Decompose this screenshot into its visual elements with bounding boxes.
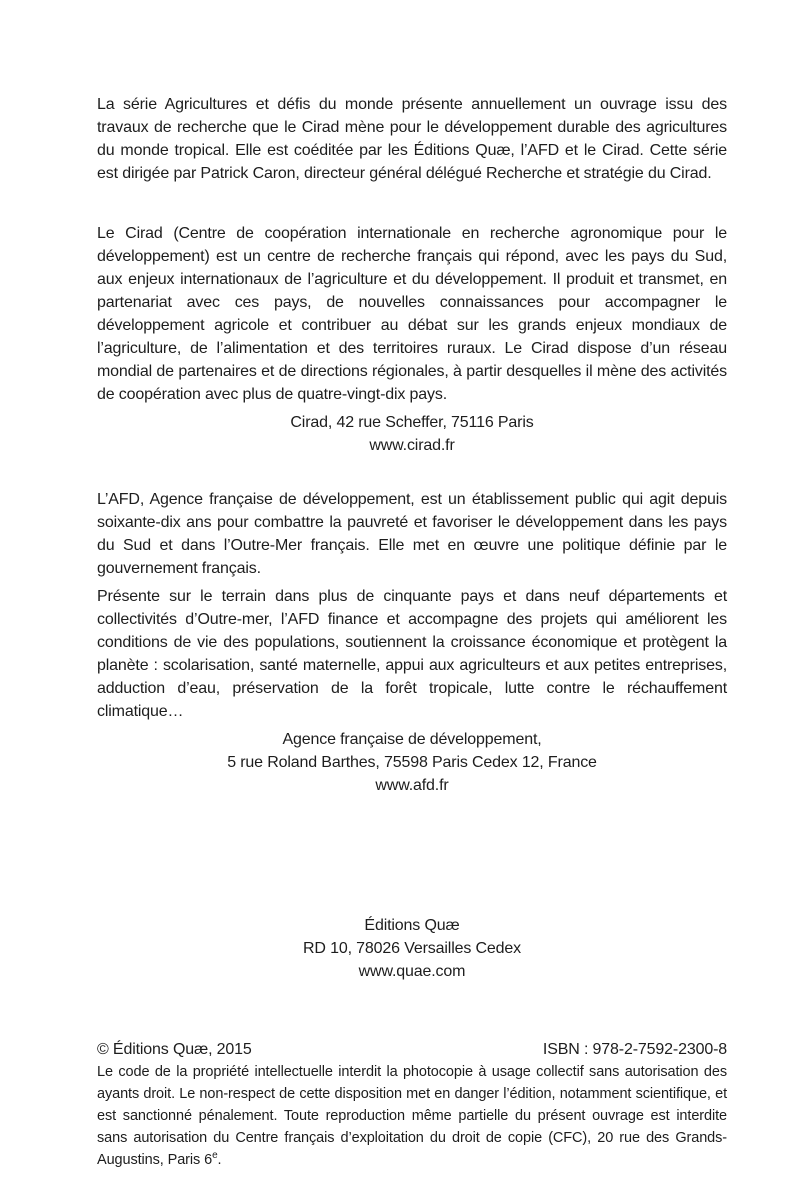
cirad-address-block: [97, 411, 727, 457]
quae-address-block: [97, 914, 727, 983]
quae-address: RD 10, 78026 Versailles Cedex: [302, 940, 521, 957]
legal-notice-text: Le code de la propriété intellectuelle interdit la photocopie à usage collectif sans autorisation des ayants droit. Le non-respect de cette disposition met en danger l’édition, notamment scientifique, et est sanctionné pénalement. Toute reproduction même partielle du présent ouvrage est interdite sans autorisation du Centre français d’exploitation du droit de copie (CFC), 20 rue des Grands-Augustins, Paris 6: [97, 1064, 727, 1168]
afd-website: www.afd.fr: [375, 777, 449, 794]
legal-notice-period: .: [217, 1152, 222, 1168]
legal-notice-superscript: e: [212, 1150, 218, 1162]
cirad-address: Cirad, 42 rue Scheffer, 75116 Paris: [290, 414, 534, 431]
cirad-paragraph: Le Cirad (Centre de coopération internationale en recherche agronomique pour le développement) est un centre de recherche français qui répond, avec les pays du Sud, aux enjeux internationaux de l’agriculture et du développement. Il produit et transmet, en partenariat avec ces pays, de nouvelles connaissances pour accompagner le développement agricole et contribuer au débat sur les grands enjeux mondiaux de l’agriculture, de l’alimentation et des territoires ruraux. Le Cirad dispose d’un réseau mondial de partenaires et de directions régionales, à partir desquelles il mène des activités de coopération avec plus de quatre-vingt-dix pays.: [97, 225, 727, 403]
afd-paragraph-2: Présente sur le terrain dans plus de cinquante pays et dans neuf départements et collectivités d’Outre-mer, l’AFD finance et accompagne des projets qui améliorent les conditions de vie des populations, soutiennent la croissance économique et protègent la planète : scolarisation, santé maternelle, appui aux agriculteurs et aux petites entreprises, adduction d’eau, préservation de la forêt tropicale, lutte contre le réchauffement climatique…: [97, 588, 727, 720]
afd-address-line-1: Agence française de développement,: [282, 731, 542, 748]
quae-website: www.quae.com: [358, 963, 466, 980]
isbn-number: ISBN : 978-2-7592-2300-8: [542, 1041, 727, 1058]
legal-notice: [97, 1061, 727, 1171]
series-paragraph: La série Agricultures et défis du monde présente annuellement un ouvrage issu des travaux de recherche que le Cirad mène pour le développement durable des agricultures du monde tropical. Elle est coéditée par les Éditions Quæ, l’AFD et le Cirad. Cette série est dirigée par Patrick Caron, directeur général délégué Recherche et stratégie du Cirad.: [97, 96, 727, 182]
afd-address-block: [97, 728, 727, 797]
quae-publisher-name: Éditions Quæ: [364, 917, 460, 934]
copyright-row: [97, 1038, 727, 1061]
afd-address-line-2: 5 rue Roland Barthes, 75598 Paris Cedex 12, France: [227, 754, 597, 771]
cirad-website: www.cirad.fr: [369, 437, 455, 454]
afd-paragraph-1: L’AFD, Agence française de développement, est un établissement public qui agit depuis soixante-dix ans pour combattre la pauvreté et favoriser le développement dans les pays du Sud et dans l’Outre-Mer français. Elle met en œuvre une politique définie par le gouvernement français.: [97, 491, 727, 577]
copyright-notice: © Éditions Quæ, 2015: [97, 1041, 252, 1058]
